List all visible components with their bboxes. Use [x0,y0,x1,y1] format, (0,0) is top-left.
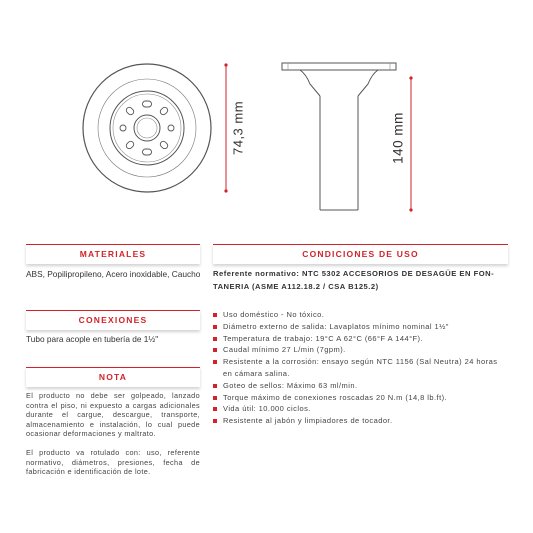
list-item: Uso doméstico - No tóxico. [213,309,503,321]
referente-line-2: TANERIA (ASME A112.18.2 / CSA B125.2) [213,282,379,291]
conexiones-text: Tubo para acople en tubería de 1½" [26,334,159,344]
top-view-drawing [83,64,211,192]
drain-slots [120,101,174,155]
bullet-icon [213,360,217,364]
bullet-icon [213,325,217,329]
nota-header: NOTA [26,367,200,387]
diameter-dimension [224,63,227,192]
list-item: Goteo de sellos: Máximo 63 ml/min. [213,380,503,392]
condiciones-list [213,309,503,427]
referente-line-1: Referente normativo: NTC 5302 ACCESORIOS DE DESAGÜE EN FON- [213,269,495,278]
list-item: Resistente al jabón y limpiadores de tocador. [213,415,503,427]
bullet-icon [213,348,217,352]
bullet-icon [213,337,217,341]
list-item: Resistente a la corrosión: ensayo según NTC 1156 (Sal Neutra) 24 horas en cámara salina. [213,356,503,380]
list-item: Vida útil: 10.000 ciclos. [213,403,503,415]
bullet-icon [213,384,217,388]
bullet-icon [213,396,217,400]
list-item: Caudal mínimo 27 L/min (7gpm). [213,344,503,356]
nota-paragraph-1: El producto no debe ser golpeado, lanzado contra el piso, ni expuesto a cargas adicionales durante el cargue, descargue, transporte, almacenamiento e instalación, lo cual puede ocasionar deformaciones y maltrato. [26,391,200,439]
condiciones-header: CONDICIONES DE USO [213,244,508,264]
list-item: Torque máximo de conexiones roscadas 20 N.m (14,8 lb.ft). [213,392,503,404]
conexiones-header: CONEXIONES [26,310,200,330]
nota-paragraph-2: El producto va rotulado con: uso, referente normativo, diámetros, presiones, fecha de fabricación e identificación de lote. [26,448,200,477]
side-view-drawing [282,63,396,210]
bullet-icon [213,407,217,411]
materiales-header: MATERIALES [26,244,200,264]
bullet-icon [213,313,217,317]
materiales-text: ABS, Popilipropileno, Acero inoxidable, Caucho [26,269,201,279]
list-item: Diámetro externo de salida: Lavaplatos mínimo nominal 1½" [213,321,503,333]
bullet-icon [213,419,217,423]
technical-drawing [0,0,533,240]
height-dimension [409,76,412,211]
list-item: Temperatura de trabajo: 19°C A 62°C (66°F A 144°F). [213,333,503,345]
